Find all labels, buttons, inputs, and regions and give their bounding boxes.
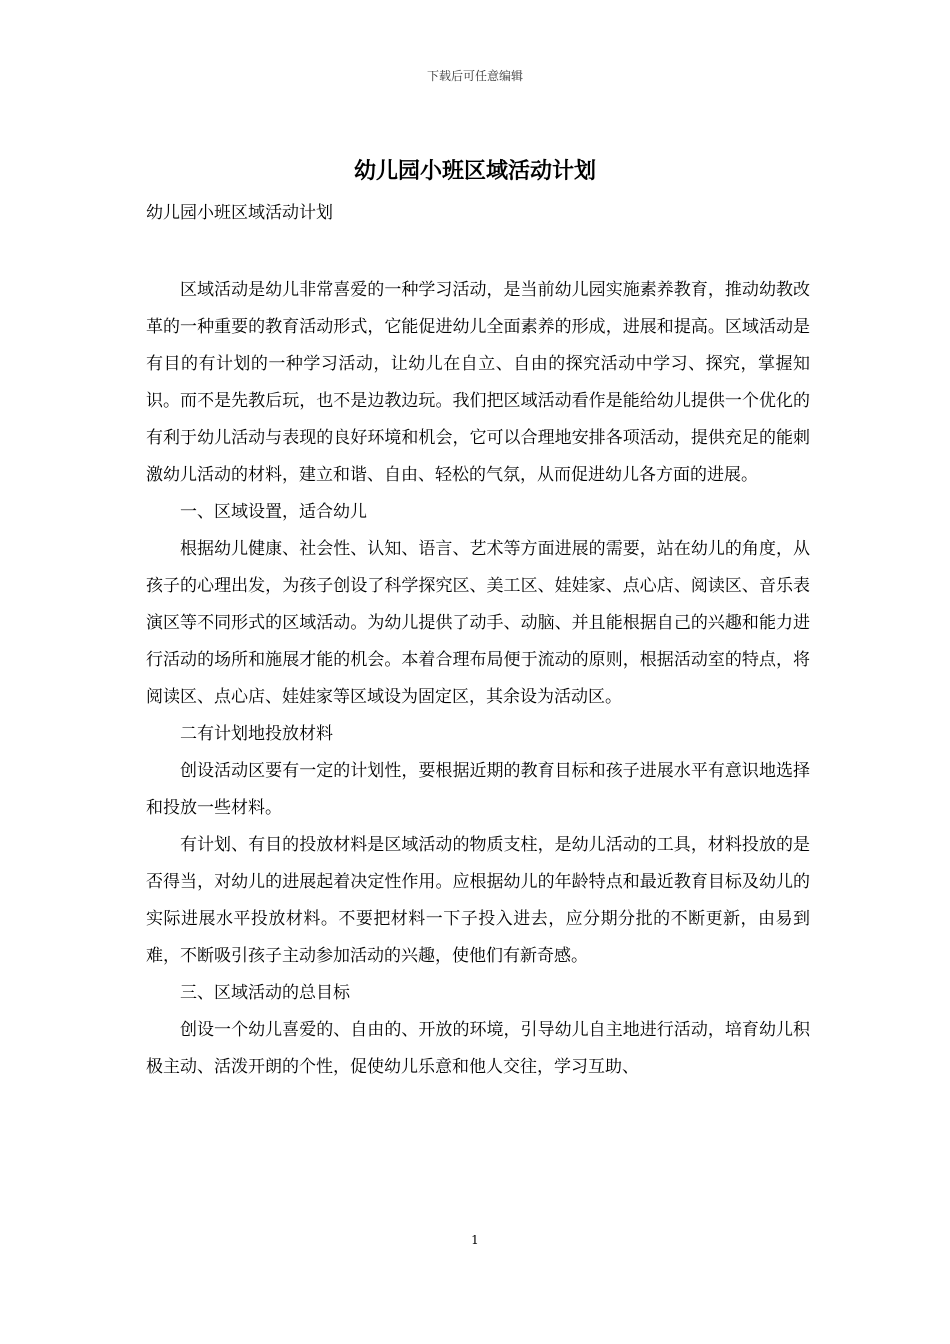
document-title: 幼儿园小班区域活动计划 xyxy=(353,158,596,184)
paragraph-materials-detail: 有计划、有目的投放材料是区域活动的物质支柱，是幼儿活动的工具，材料投放的是否得当，对幼儿的进展起着决定性作用。应根据幼儿的年龄特点和最近教育目标及幼儿的实际进展水平投放材料。不要把材料一下子投入进去，应分期分批的不断更新，由易到难，不断吸引孩子主动参加活动的兴趣，使他们有新奇感。 xyxy=(146,835,810,966)
document-subtitle: 幼儿园小班区域活动计划 xyxy=(146,203,333,223)
paragraph-materials-plan: 创设活动区要有一定的计划性，要根据近期的教育目标和孩子进展水平有意识地选择和投放一些材料。 xyxy=(146,761,810,818)
paragraph-intro: 区域活动是幼儿非常喜爱的一种学习活动，是当前幼儿园实施素养教育，推动幼教改革的一种重要的教育活动形式，它能促进幼儿全面素养的形成，进展和提高。区域活动是有目的有计划的一种学习活动，让幼儿在自立、自由的探究活动中学习、探究，掌握知识。而不是先教后玩，也不是边教边玩。我们把区域活动看作是能给幼儿提供一个优化的有利于幼儿活动与表现的良好环境和机会，它可以合理地安排各项活动，提供充足的能刺激幼儿活动的材料，建立和谐、自由、轻松的气氛，从而促进幼儿各方面的进展。 xyxy=(146,280,810,485)
paragraph-goals: 创设一个幼儿喜爱的、自由的、开放的环境，引导幼儿自主地进行活动，培育幼儿积极主动、活泼开朗的个性，促使幼儿乐意和他人交往，学习互助、 xyxy=(146,1020,810,1077)
section-heading-2: 二有计划地投放材料 xyxy=(180,724,333,744)
document-body xyxy=(146,272,810,1086)
paragraph-area-setup: 根据幼儿健康、社会性、认知、语言、艺术等方面进展的需要，站在幼儿的角度，从孩子的心理出发，为孩子创设了科学探究区、美工区、娃娃家、点心店、阅读区、音乐表演区等不同形式的区域活动。为幼儿提供了动手、动脑、并且能根据自己的兴趣和能力进行活动的场所和施展才能的机会。本着合理布局便于流动的原则，根据活动室的特点，将阅读区、点心店、娃娃家等区域设为固定区，其余设为活动区。 xyxy=(146,539,810,707)
page-number: 1 xyxy=(471,1233,479,1247)
header-note: 下载后可任意编辑 xyxy=(426,69,523,83)
section-heading-3: 三、区域活动的总目标 xyxy=(180,983,350,1003)
section-heading-1: 一、区域设置，适合幼儿 xyxy=(180,502,367,522)
